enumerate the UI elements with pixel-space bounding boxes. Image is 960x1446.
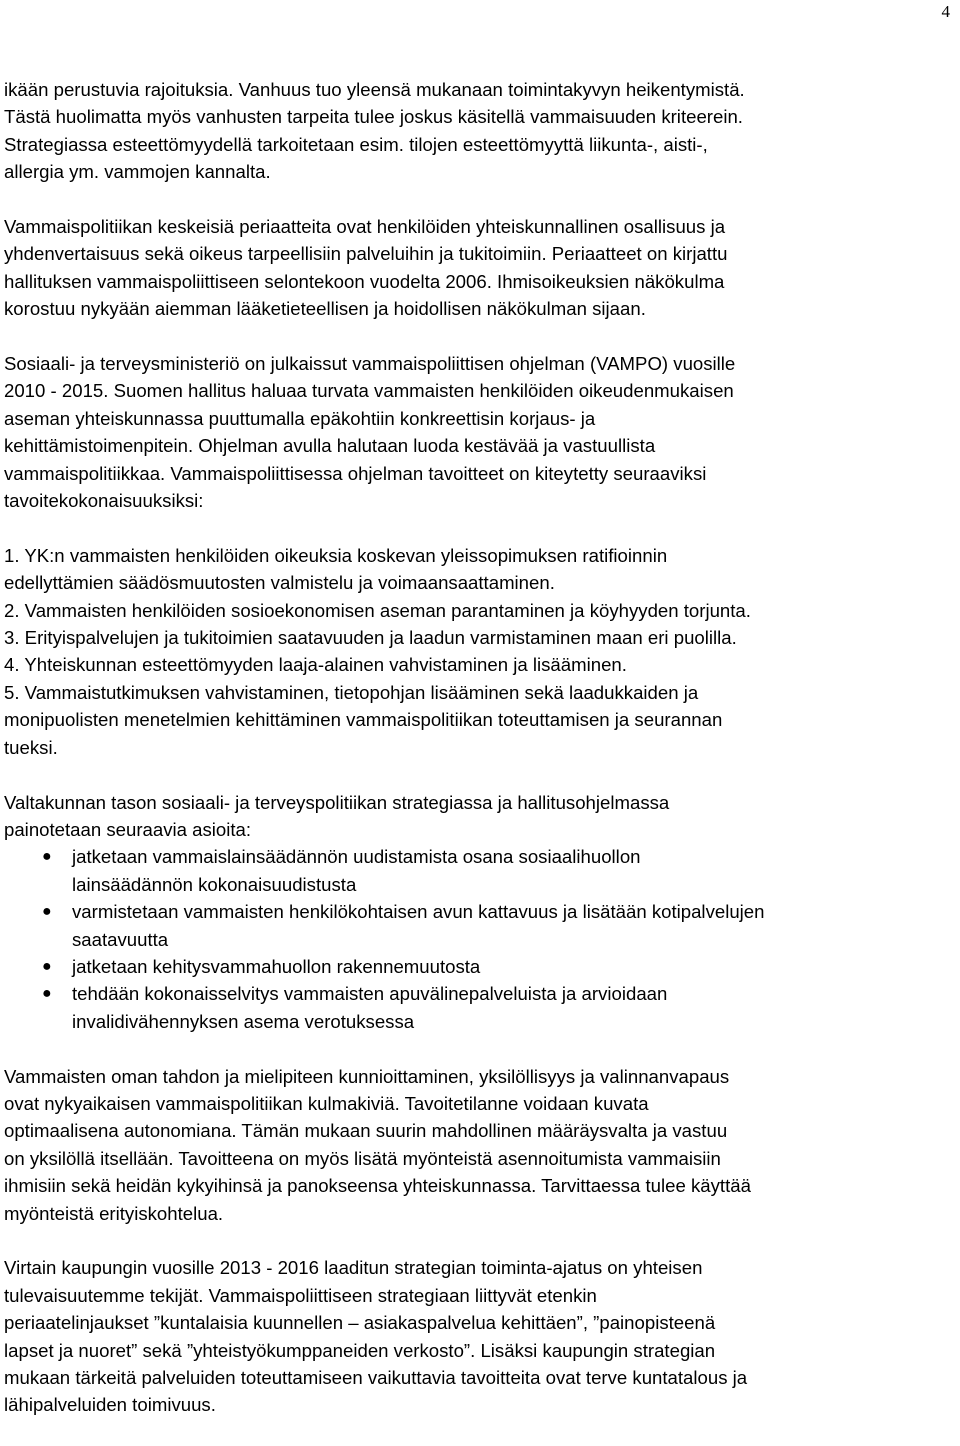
text-line: myönteistä erityiskohtelua. <box>4 1202 224 1224</box>
text-line: saatavuutta <box>72 928 169 950</box>
text-line: Vammaisten oman tahdon ja mielipiteen kunnioittaminen, yksilöllisyys ja valinnanvapaus <box>4 1065 730 1087</box>
text-line: Sosiaali- ja terveysministeriö on julkaissut vammaispoliittisen ohjelman (VAMPO) vuosille <box>4 353 736 375</box>
bullet-dot-icon: ● <box>42 957 52 975</box>
text-line: Valtakunnan tason sosiaali- ja terveyspolitiikan strategiassa ja hallitusohjelmassa <box>4 791 670 813</box>
list-item: 5. Vammaistutkimuksen vahvistaminen, tietopohjan lisääminen sekä laadukkaiden ja <box>4 681 699 703</box>
paragraph-aging <box>4 76 956 186</box>
text-line: optimaalisena autonomiana. Tämän mukaan suurin mahdollinen määräysvalta ja vastuu <box>4 1120 728 1142</box>
page-number: 4 <box>941 2 950 21</box>
text-line: tehdään kokonaisselvitys vammaisten apuvälinepalveluista ja arvioidaan <box>72 983 668 1005</box>
list-item: 3. Erityispalvelujen ja tukitoimien saatavuuden ja laadun varmistaminen maan eri puolilla. <box>4 627 737 649</box>
text-line: Tästä huolimatta myös vanhusten tarpeita tulee joskus käsitellä vammaisuuden kriteerein. <box>4 106 743 128</box>
list-item: monipuolisten menetelmien kehittäminen vammaispolitiikan toteuttamisen ja seurannan <box>4 709 723 731</box>
text-line: Virtain kaupungin vuosille 2013 - 2016 laaditun strategian toiminta-ajatus on yhteisen <box>4 1257 703 1279</box>
text-line: varmistetaan vammaisten henkilökohtaisen avun kattavuus ja lisätään kotipalvelujen <box>72 901 765 923</box>
text-line: Strategiassa esteettömyydellä tarkoitetaan esim. tilojen esteettömyyttä liikunta-, aisti-, <box>4 133 708 155</box>
strategy-intro <box>4 789 956 844</box>
text-line: korostuu nykyään aiemman lääketieteellisen ja hoidollisen näkökulman sijaan. <box>4 298 646 320</box>
text-line: painotetaan seuraavia asioita: <box>4 818 252 840</box>
paragraph-autonomy <box>4 1063 956 1227</box>
list-item <box>4 898 956 953</box>
text-line: jatketaan vammaislainsäädännön uudistamista osana sosiaalihuollon <box>72 846 641 868</box>
list-item: 4. Yhteiskunnan esteettömyyden laaja-alainen vahvistaminen ja lisääminen. <box>4 654 627 676</box>
text-line: tulevaisuutemme tekijät. Vammaispoliittiseen strategiaan liittyvät etenkin <box>4 1284 597 1306</box>
text-line: jatketaan kehitysvammahuollon rakennemuutosta <box>72 955 481 977</box>
text-line: ihmisiin sekä heidän kykyihinsä ja panokseensa yhteiskunnassa. Tarvittaessa tulee käyttää <box>4 1175 751 1197</box>
text-line: lapset ja nuoret” sekä ”yhteistyökumppaneiden verkosto”. Lisäksi kaupungin strategian <box>4 1339 716 1361</box>
paragraph-virrat-strategy <box>4 1254 956 1418</box>
bullet-dot-icon: ● <box>42 903 52 921</box>
text-line: ovat nykyaikaisen vammaispolitiikan kulmakiviä. Tavoitetilanne voidaan kuvata <box>4 1092 649 1114</box>
list-item: 1. YK:n vammaisten henkilöiden oikeuksia koskevan yleissopimuksen ratifioinnin <box>4 544 668 566</box>
text-line: hallituksen vammaispoliittiseen selontekoon vuodelta 2006. Ihmisoikeuksien näkökulma <box>4 270 725 292</box>
list-item: 2. Vammaisten henkilöiden sosioekonomisen aseman parantaminen ja köyhyyden torjunta. <box>4 599 751 621</box>
text-line: kehittämistoimenpitein. Ohjelman avulla halutaan luoda kestävää ja vastuullista <box>4 435 656 457</box>
bullet-dot-icon: ● <box>42 848 52 866</box>
strategy-bullet-list <box>4 843 956 1035</box>
text-line: allergia ym. vammojen kannalta. <box>4 161 271 183</box>
list-item: edellyttämien säädösmuutosten valmistelu ja voimaansaattaminen. <box>4 572 555 594</box>
paragraph-vampo <box>4 350 956 514</box>
text-line: yhdenvertaisuus sekä oikeus tarpeellisiin palveluihin ja tukitoimiin. Periaatteet on kirjattu <box>4 243 728 265</box>
text-line: on yksilöllä itsellään. Tavoitteena on myös lisätä myönteistä asennoitumista vammaisiin <box>4 1147 721 1169</box>
text-line: 2010 - 2015. Suomen hallitus haluaa turvata vammaisten henkilöiden oikeudenmukaisen <box>4 380 734 402</box>
text-line: vammaispolitiikkaa. Vammaispoliittisessa ohjelman tavoitteet on kiteytetty seuraaviksi <box>4 462 707 484</box>
list-item: tueksi. <box>4 736 58 758</box>
numbered-goals-list <box>4 542 956 761</box>
bullet-dot-icon: ● <box>42 985 52 1003</box>
text-line: mukaan tärkeitä palveluiden toteuttamiseen vaikuttavia tavoitteita ovat terve kuntatalous ja <box>4 1367 748 1388</box>
text-line: lähipalveluiden toimivuus. <box>4 1394 216 1416</box>
text-line: lainsäädännön kokonaisuudistusta <box>72 873 357 895</box>
text-line: periaatelinjaukset ”kuntalaisia kuunnellen – asiakaspalvelua kehittäen”, ”painopisteenä <box>4 1312 716 1334</box>
list-item <box>4 953 956 980</box>
text-line: tavoitekokonaisuuksiksi: <box>4 490 204 512</box>
text-line: ikään perustuvia rajoituksia. Vanhuus tuo yleensä mukanaan toimintakyvyn heikentymistä. <box>4 79 745 100</box>
text-line: Vammaispolitiikan keskeisiä periaatteita ovat henkilöiden yhteiskunnallinen osallisuus ja <box>4 216 726 238</box>
paragraph-principles <box>4 213 956 323</box>
list-item <box>4 843 956 898</box>
text-line: invalidivähennyksen asema verotuksessa <box>72 1010 415 1032</box>
document-body <box>4 76 956 1446</box>
text-line: aseman yhteiskunnassa puuttumalla epäkohtiin konkreettisin korjaus- ja <box>4 407 596 429</box>
list-item <box>4 980 956 1035</box>
